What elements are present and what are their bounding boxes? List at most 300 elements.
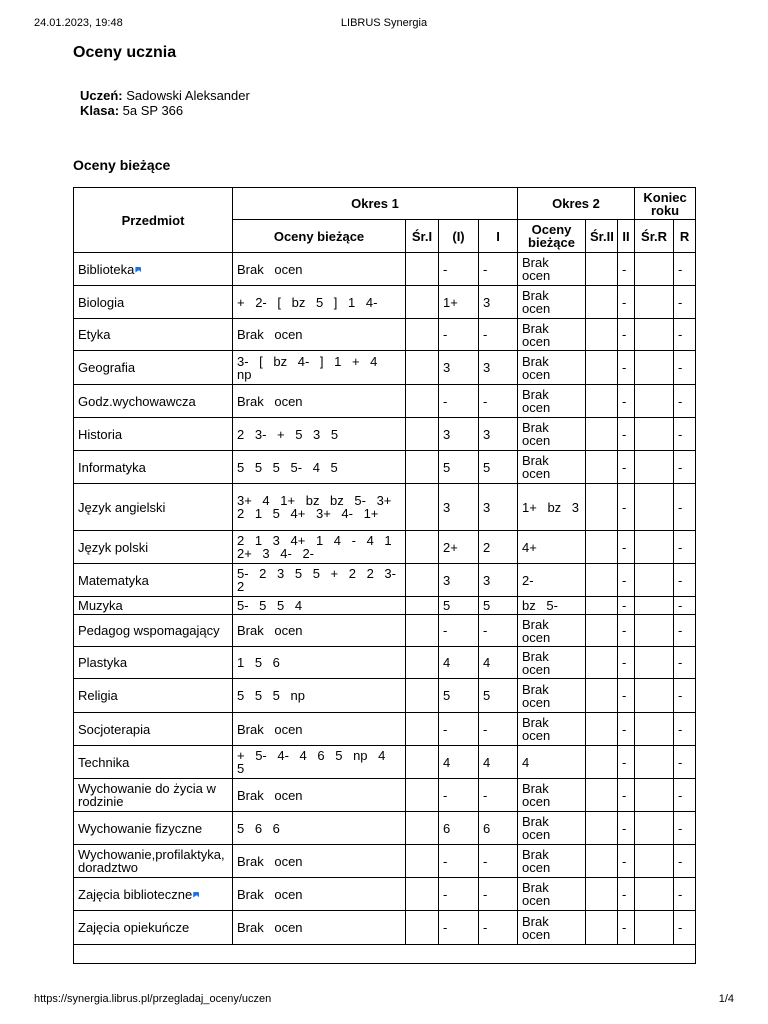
p2-final-cell [618, 911, 635, 945]
year-avg-cell [635, 484, 674, 531]
year-avg-cell [635, 418, 674, 451]
year-final-text: - [678, 426, 683, 442]
subject-text: Zajęcia opiekuńcze [78, 920, 190, 935]
header-year-avg: Śr.R [635, 220, 674, 253]
year-final-text: - [678, 327, 683, 342]
p1-final-text: 2 [483, 539, 491, 555]
p1-grades-text: 5- 5 5 4 [237, 598, 303, 613]
p1-final-cell [479, 878, 518, 911]
p1-grades-cell [233, 779, 406, 812]
p1-grades-text: Brak ocen [237, 853, 303, 869]
year-final-cell [674, 319, 696, 351]
table-row [74, 564, 696, 597]
p2-final-cell [618, 679, 635, 713]
p1-final-text: 5 [483, 459, 491, 475]
p2-grades-text: Brak ocen [522, 288, 551, 316]
p1-final-cell [479, 597, 518, 615]
p2-grades-text: Brak ocen [522, 781, 551, 809]
subject-cell [74, 812, 233, 845]
year-final-text: - [678, 459, 683, 475]
grades-table [73, 187, 696, 964]
p1-final-text: 3 [483, 572, 491, 588]
year-final-text: - [678, 688, 683, 703]
print-datetime: 24.01.2023, 19:48 [34, 17, 123, 29]
year-final-cell [674, 385, 696, 418]
p1-grades-cell [233, 385, 406, 418]
p1-proposed-text: 5 [443, 459, 451, 475]
year-final-cell [674, 564, 696, 597]
p1-grades-text: Brak ocen [237, 393, 303, 409]
p1-proposed-cell [439, 351, 479, 385]
subject-cell [74, 597, 233, 615]
p2-final-text: - [622, 853, 627, 869]
p1-proposed-cell [439, 812, 479, 845]
header-p1-proposed: (I) [439, 220, 479, 253]
p1-avg-cell [406, 779, 439, 812]
p2-avg-cell [586, 531, 618, 564]
p1-proposed-cell [439, 451, 479, 484]
p2-final-text: - [622, 655, 627, 670]
student-class: 5a SP 366 [122, 103, 184, 118]
p1-proposed-cell [439, 713, 479, 746]
p1-proposed-cell [439, 845, 479, 878]
subject-text: Pedagog wspomagający [78, 623, 220, 638]
subject-text: Wychowanie fizyczne [78, 820, 203, 836]
p2-avg-cell [586, 564, 618, 597]
year-final-cell [674, 779, 696, 812]
p1-final-cell [479, 531, 518, 564]
p1-final-text: 4 [483, 754, 491, 770]
p2-grades-cell [518, 647, 586, 679]
student-info [80, 88, 250, 118]
p1-proposed-text: 4 [443, 655, 451, 670]
table-row [74, 746, 696, 779]
p1-avg-cell [406, 319, 439, 351]
table-row [74, 878, 696, 911]
p1-final-text: - [483, 853, 488, 869]
p1-final-cell [479, 564, 518, 597]
subject-text: Historia [78, 426, 123, 442]
p1-grades-text: 2 1 3 4+ 1 4 - 4 1 2+ 3 4- 2- [237, 533, 392, 561]
p1-grades-cell [233, 484, 406, 531]
subject-cell [74, 647, 233, 679]
table-row [74, 713, 696, 746]
p1-final-text: 4 [483, 655, 491, 670]
p2-grades-text: Brak ocen [522, 255, 551, 283]
p1-proposed-cell [439, 878, 479, 911]
p2-grades-text: bz 5- [522, 598, 558, 613]
p1-final-cell [479, 351, 518, 385]
subject-cell [74, 911, 233, 945]
subject-cell [74, 451, 233, 484]
subject-text[interactable]: Zajęcia biblioteczne [78, 886, 193, 902]
p1-avg-cell [406, 385, 439, 418]
p1-proposed-text: - [443, 920, 448, 935]
subject-cell [74, 564, 233, 597]
table-row [74, 779, 696, 812]
header-period2: Okres 2 [518, 188, 635, 220]
p2-grades-text: Brak ocen [522, 715, 551, 743]
p2-avg-cell [586, 385, 618, 418]
header-p2-final: II [618, 220, 635, 253]
year-final-text: - [678, 360, 683, 375]
subject-cell [74, 531, 233, 564]
p2-grades-cell [518, 878, 586, 911]
year-final-cell [674, 351, 696, 385]
p1-avg-cell [406, 531, 439, 564]
table-row [74, 253, 696, 286]
p1-avg-cell [406, 746, 439, 779]
year-final-text: - [678, 754, 683, 770]
p1-grades-text: 1 5 6 [237, 655, 280, 670]
p2-grades-text: Brak ocen [522, 387, 551, 415]
p2-grades-cell [518, 564, 586, 597]
subject-cell [74, 286, 233, 319]
p1-proposed-text: - [443, 261, 448, 277]
p1-final-cell [479, 746, 518, 779]
p1-grades-text: + 2- [ bz 5 ] 1 4- [237, 294, 378, 310]
p2-grades-text: Brak ocen [522, 814, 551, 842]
p2-final-cell [618, 878, 635, 911]
header-p2-grades: Oceny bieżące [518, 220, 586, 253]
p2-final-cell [618, 713, 635, 746]
p1-proposed-cell [439, 385, 479, 418]
header-year-end: Koniec roku [635, 188, 696, 220]
year-avg-cell [635, 351, 674, 385]
p2-grades-cell [518, 615, 586, 647]
p2-final-cell [618, 484, 635, 531]
student-name-line [80, 88, 250, 103]
p1-grades-text: Brak ocen [237, 623, 303, 638]
p1-proposed-cell [439, 597, 479, 615]
year-final-text: - [678, 572, 683, 588]
p2-final-text: - [622, 820, 627, 836]
p2-final-cell [618, 564, 635, 597]
p1-avg-cell [406, 812, 439, 845]
p2-avg-cell [586, 845, 618, 878]
p2-final-cell [618, 531, 635, 564]
p1-final-text: - [483, 886, 488, 902]
p1-proposed-cell [439, 679, 479, 713]
table-row [74, 615, 696, 647]
p1-grades-cell [233, 351, 406, 385]
year-final-text: - [678, 598, 683, 613]
p2-grades-cell [518, 679, 586, 713]
p1-grades-cell [233, 845, 406, 878]
p2-final-text: - [622, 360, 627, 375]
p2-final-text: - [622, 623, 627, 638]
year-avg-cell [635, 286, 674, 319]
p2-avg-cell [586, 615, 618, 647]
p2-final-text: - [622, 393, 627, 409]
p1-final-text: 3 [483, 499, 491, 515]
print-header-title: LIBRUS Synergia [340, 17, 428, 29]
p2-grades-cell [518, 597, 586, 615]
year-final-text: - [678, 655, 683, 670]
p1-grades-cell [233, 746, 406, 779]
p1-avg-cell [406, 647, 439, 679]
subject-text: Biologia [78, 294, 125, 310]
p2-final-text: - [622, 426, 627, 442]
p1-grades-cell [233, 531, 406, 564]
p2-avg-cell [586, 679, 618, 713]
year-final-text: - [678, 539, 683, 555]
p1-final-text: 3 [483, 426, 491, 442]
p2-final-text: - [622, 920, 627, 935]
student-name: Sadowski Aleksander [126, 88, 250, 103]
p2-grades-text: 2- [522, 572, 534, 588]
external-link-icon[interactable] [135, 267, 141, 273]
year-final-text: - [678, 499, 683, 515]
p1-final-cell [479, 911, 518, 945]
p2-final-cell [618, 253, 635, 286]
p1-proposed-cell [439, 911, 479, 945]
year-avg-cell [635, 746, 674, 779]
p2-grades-cell [518, 845, 586, 878]
table-row [74, 812, 696, 845]
p2-final-cell [618, 418, 635, 451]
p1-grades-cell [233, 679, 406, 713]
p2-grades-cell [518, 713, 586, 746]
header-p2-avg: Śr.II [586, 220, 618, 253]
p2-avg-cell [586, 647, 618, 679]
subject-text: Język polski [78, 539, 149, 555]
p1-proposed-text: - [443, 327, 448, 342]
p1-grades-cell [233, 647, 406, 679]
header-period1: Okres 1 [233, 188, 518, 220]
p2-grades-text: Brak ocen [522, 353, 551, 382]
p2-avg-cell [586, 597, 618, 615]
p2-grades-cell [518, 418, 586, 451]
p1-proposed-text: 3 [443, 360, 451, 375]
p1-grades-cell [233, 911, 406, 945]
subject-text[interactable]: Biblioteka [78, 261, 135, 277]
p2-grades-text: 4 [522, 754, 530, 770]
subject-text: Technika [78, 754, 130, 770]
year-avg-cell [635, 319, 674, 351]
header-subject: Przedmiot [74, 188, 233, 253]
subject-text: Socjoterapia [78, 721, 151, 737]
subject-cell [74, 878, 233, 911]
p1-avg-cell [406, 845, 439, 878]
p1-grades-cell [233, 597, 406, 615]
subject-cell [74, 351, 233, 385]
year-final-cell [674, 713, 696, 746]
year-final-cell [674, 286, 696, 319]
p2-grades-cell [518, 746, 586, 779]
year-final-cell [674, 679, 696, 713]
table-row-empty [74, 945, 696, 964]
table-row [74, 911, 696, 945]
year-final-cell [674, 484, 696, 531]
year-final-cell [674, 647, 696, 679]
p1-proposed-text: 3 [443, 572, 451, 588]
p2-final-text: - [622, 721, 627, 737]
section-title: Oceny bieżące [73, 157, 171, 173]
p1-proposed-cell [439, 253, 479, 286]
header-p1-grades: Oceny bieżące [233, 220, 406, 253]
year-avg-cell [635, 812, 674, 845]
p2-final-text: - [622, 539, 627, 555]
p1-proposed-text: 5 [443, 598, 451, 613]
p2-grades-text: Brak ocen [522, 420, 551, 448]
p1-final-text: - [483, 920, 488, 935]
p2-grades-text: Brak ocen [522, 913, 551, 942]
year-final-cell [674, 597, 696, 615]
year-avg-cell [635, 253, 674, 286]
p2-avg-cell [586, 253, 618, 286]
p1-grades-text: Brak ocen [237, 920, 303, 935]
p2-avg-cell [586, 286, 618, 319]
p1-grades-text: 2 3- + 5 3 5 [237, 426, 339, 442]
p1-proposed-cell [439, 484, 479, 531]
p2-grades-text: Brak ocen [522, 681, 551, 710]
p2-grades-text: 1+ bz 3 [522, 499, 580, 515]
p1-final-text: 3 [483, 294, 491, 310]
p1-avg-cell [406, 597, 439, 615]
p1-proposed-text: 1+ [443, 294, 458, 310]
p1-final-cell [479, 812, 518, 845]
subject-cell [74, 713, 233, 746]
p1-proposed-cell [439, 779, 479, 812]
subject-text: Muzyka [78, 598, 123, 613]
p1-final-cell [479, 484, 518, 531]
subject-cell [74, 845, 233, 878]
p2-avg-cell [586, 779, 618, 812]
p1-proposed-text: 3 [443, 426, 451, 442]
year-avg-cell [635, 385, 674, 418]
p1-grades-cell [233, 451, 406, 484]
p2-grades-cell [518, 385, 586, 418]
p1-final-cell [479, 713, 518, 746]
year-avg-cell [635, 531, 674, 564]
grades-table-head [74, 188, 696, 253]
page-title: Oceny ucznia [73, 44, 177, 61]
year-final-cell [674, 878, 696, 911]
p1-final-cell [479, 647, 518, 679]
p2-final-text: - [622, 572, 627, 588]
p2-avg-cell [586, 484, 618, 531]
year-avg-cell [635, 564, 674, 597]
subject-text: Etyka [78, 327, 111, 342]
subject-text: Geografia [78, 360, 136, 375]
year-final-text: - [678, 820, 683, 836]
subject-cell [74, 779, 233, 812]
year-avg-cell [635, 911, 674, 945]
p1-final-text: - [483, 623, 488, 638]
year-avg-cell [635, 713, 674, 746]
year-final-text: - [678, 920, 683, 935]
year-final-cell [674, 253, 696, 286]
p1-grades-text: + 5- 4- 4 6 5 np 4 5 [237, 748, 386, 776]
p1-proposed-cell [439, 531, 479, 564]
table-row [74, 451, 696, 484]
p2-final-text: - [622, 688, 627, 703]
year-final-text: - [678, 787, 683, 803]
p2-avg-cell [586, 351, 618, 385]
p2-grades-cell [518, 451, 586, 484]
p2-grades-cell [518, 351, 586, 385]
year-avg-cell [635, 779, 674, 812]
p2-final-text: - [622, 327, 627, 342]
p1-grades-cell [233, 418, 406, 451]
p2-avg-cell [586, 451, 618, 484]
print-page-number: 1/4 [718, 993, 734, 1005]
p2-final-text: - [622, 787, 627, 803]
table-row [74, 531, 696, 564]
p1-proposed-cell [439, 647, 479, 679]
student-class-label: Klasa: [80, 103, 120, 118]
p1-final-cell [479, 319, 518, 351]
p1-final-text: 6 [483, 820, 491, 836]
p1-avg-cell [406, 286, 439, 319]
subject-text: Matematyka [78, 572, 149, 588]
table-row [74, 418, 696, 451]
p1-final-cell [479, 253, 518, 286]
print-footer-url: https://synergia.librus.pl/przegladaj_oceny/uczen [34, 993, 272, 1005]
subject-text: Wychowanie,profilaktyka, doradztwo [78, 847, 225, 875]
p2-avg-cell [586, 319, 618, 351]
p2-grades-cell [518, 812, 586, 845]
grades-table-body [74, 253, 696, 964]
p1-grades-text: 3+ 4 1+ bz bz 5- 3+ 2 1 5 4+ 3+ 4- 1+ [237, 493, 392, 521]
p1-final-cell [479, 418, 518, 451]
year-avg-cell [635, 845, 674, 878]
year-final-text: - [678, 886, 683, 902]
p2-grades-text: Brak ocen [522, 847, 551, 875]
table-row [74, 484, 696, 531]
p1-proposed-text: 2+ [443, 539, 458, 555]
p1-final-text: - [483, 721, 488, 737]
p1-proposed-cell [439, 746, 479, 779]
student-name-label: Uczeń: [80, 88, 123, 103]
p2-grades-cell [518, 531, 586, 564]
p1-final-text: - [483, 787, 488, 803]
p2-final-cell [618, 746, 635, 779]
p1-final-text: 5 [483, 598, 491, 613]
header-p1-avg: Śr.I [406, 220, 439, 253]
year-final-cell [674, 845, 696, 878]
table-row [74, 679, 696, 713]
p1-grades-text: 5 5 5 np [237, 688, 305, 703]
p1-proposed-cell [439, 319, 479, 351]
table-row [74, 385, 696, 418]
p1-avg-cell [406, 418, 439, 451]
table-row [74, 597, 696, 615]
p1-proposed-text: - [443, 623, 448, 638]
p2-final-cell [618, 845, 635, 878]
p2-grades-text: Brak ocen [522, 453, 551, 481]
p1-grades-cell [233, 615, 406, 647]
p2-grades-cell [518, 253, 586, 286]
p2-grades-text: Brak ocen [522, 648, 551, 677]
external-link-icon[interactable] [193, 892, 199, 898]
p1-proposed-text: 3 [443, 499, 451, 515]
p2-grades-text: Brak ocen [522, 880, 551, 908]
p1-proposed-text: 4 [443, 754, 451, 770]
p1-proposed-text: - [443, 787, 448, 803]
year-final-text: - [678, 261, 683, 277]
p1-final-cell [479, 286, 518, 319]
subject-cell [74, 385, 233, 418]
p2-final-text: - [622, 754, 627, 770]
p1-grades-cell [233, 878, 406, 911]
year-final-cell [674, 615, 696, 647]
p1-proposed-text: - [443, 393, 448, 409]
p2-final-text: - [622, 459, 627, 475]
subject-cell [74, 484, 233, 531]
p1-grades-cell [233, 713, 406, 746]
